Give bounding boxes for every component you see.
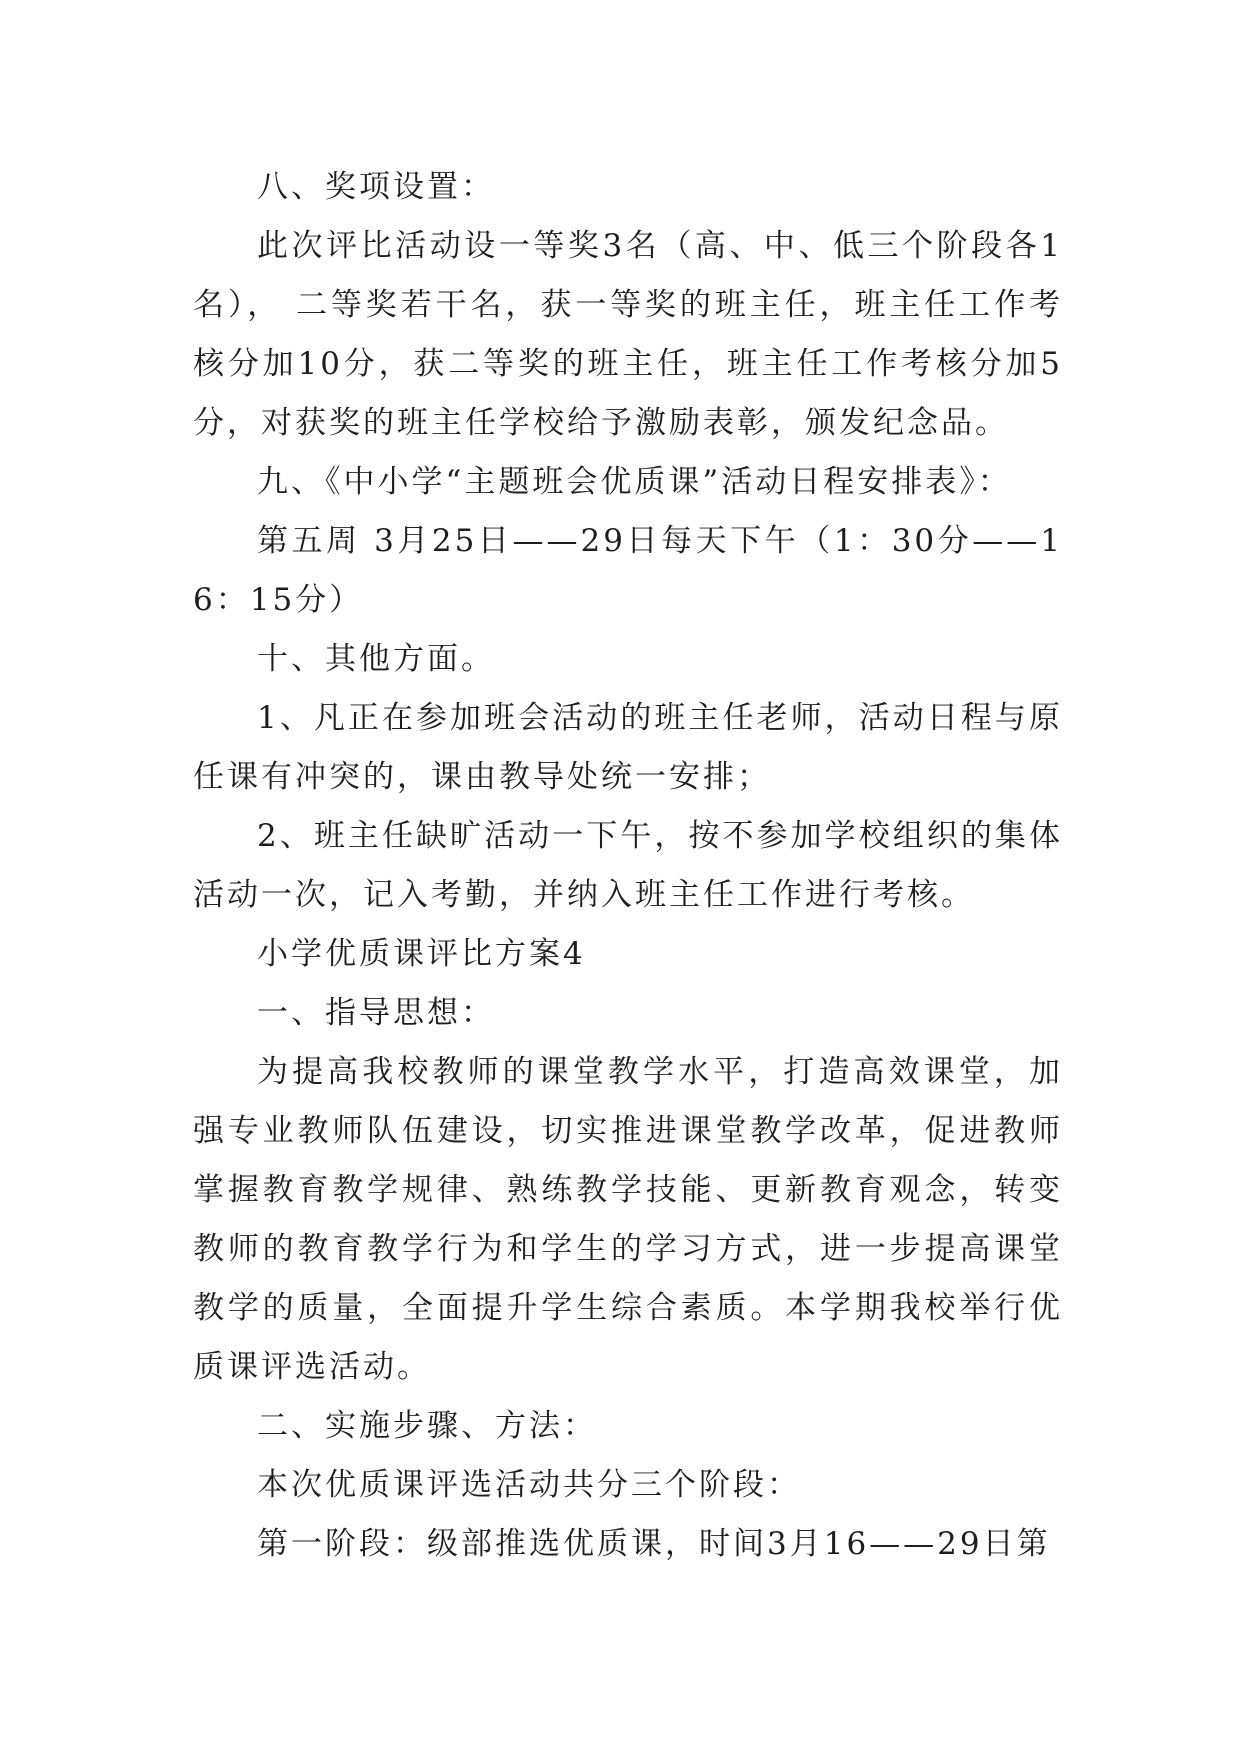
paragraph-other-item-2: 2、班主任缺旷活动一下午，按不参加学校组织的集体活动一次，记入考勤，并纳入班主任工作进行考核。: [193, 818, 1063, 913]
section-heading-steps-methods: 二、实施步骤、方法：: [257, 1408, 597, 1444]
paragraph-awards-details: 此次评比活动设一等奖3名（高、中、低三个阶段各1名）， 二等奖若干名，获一等奖的班主任，班主任工作考核分加10分，获二等奖的班主任，班主任工作考核分加5分，对获奖的班主任学校给予激励表彰，颁发纪念品。: [193, 228, 1063, 441]
section-heading-schedule: 九、《中小学“主题班会优质课”活动日程安排表》：: [257, 464, 1012, 500]
paragraph-schedule-time: 第五周 3月25日——29日每天下午（1：30分——16：15分）: [193, 523, 1063, 618]
section-heading-awards: 八、奖项设置：: [257, 169, 495, 205]
paragraph-other-item-1: 1、凡正在参加班会活动的班主任老师，活动日程与原任课有冲突的，课由教导处统一安排；: [193, 700, 1063, 795]
document-body: [193, 158, 1063, 1574]
section-heading-other: 十、其他方面。: [257, 641, 495, 677]
document-subtitle: 小学优质课评比方案4: [257, 936, 586, 972]
paragraph-guiding-ideology: 为提高我校教师的课堂教学水平，打造高效课堂，加强专业教师队伍建设，切实推进课堂教学改革，促进教师掌握教育教学规律、熟练教学技能、更新教育观念，转变教师的教育教学行为和学生的学习方式，进一步提高课堂教学的质量，全面提升学生综合素质。本学期我校举行优质课评选活动。: [193, 1054, 1063, 1385]
paragraph-stages-intro: 本次优质课评选活动共分三个阶段：: [257, 1467, 801, 1503]
paragraph-stage-one: 第一阶段：级部推选优质课，时间3月16——29日第: [257, 1526, 1051, 1562]
section-heading-guiding-ideology: 一、指导思想：: [257, 995, 495, 1031]
